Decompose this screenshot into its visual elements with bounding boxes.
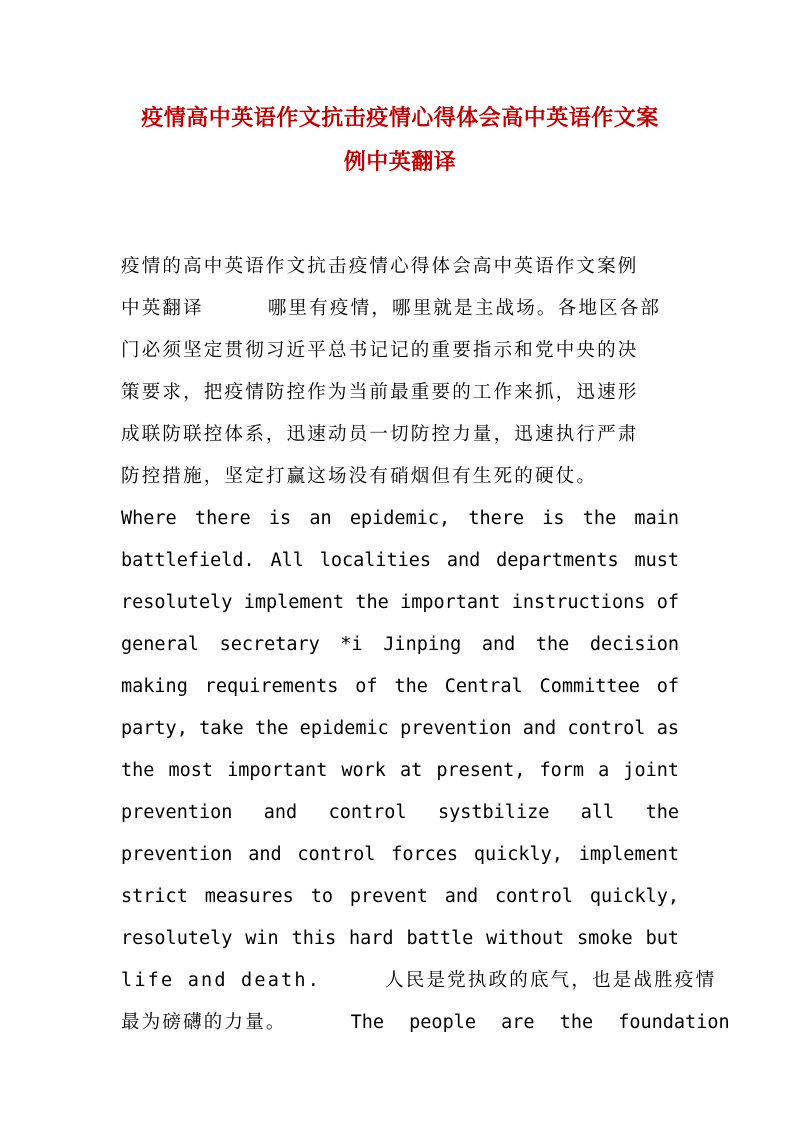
body-line-8: battlefield. All localities and departments must <box>121 550 679 571</box>
body-line-16: strict measures to prevent and control quickly, <box>121 886 679 907</box>
body-line-7: Where there is an epidemic, there is the main <box>121 508 679 529</box>
body-line-2 <box>121 288 679 330</box>
body-line-12: party, take the epidemic prevention and control as <box>121 718 679 739</box>
body-line-18 <box>121 960 717 1002</box>
document-body <box>121 246 730 1044</box>
body-line-19-part-a: 最为磅礴的力量。 <box>121 1012 287 1033</box>
body-line-11: making requirements of the Central Committee of <box>121 676 679 697</box>
body-line-18-part-a: life and death. <box>121 970 322 991</box>
body-line-17: resolutely win this hard battle without smoke but <box>121 928 679 949</box>
body-line-6: 防控措施，坚定打赢这场没有硝烟但有生死的硬仗。 <box>121 466 598 487</box>
body-line-19 <box>121 1002 730 1044</box>
body-line-1: 疫情的高中英语作文抗击疫情心得体会高中英语作文案例 <box>121 256 639 277</box>
title-line-1: 疫情高中英语作文抗击疫情心得体会高中英语作文案 <box>141 105 659 131</box>
body-line-2-part-b: 哪里有疫情，哪里就是主战场。各地区各部 <box>267 298 662 319</box>
body-line-3: 门必须坚定贯彻习近平总书记记的重要指示和党中央的决 <box>121 340 639 361</box>
body-line-5: 成联防联控体系，迅速动员一切防控力量，迅速执行严肃 <box>121 424 639 445</box>
body-line-15: prevention and control forces quickly, implement <box>121 844 679 865</box>
body-line-14: prevention and control systbilize all the <box>121 802 679 823</box>
body-line-13: the most important work at present, form a joint <box>121 760 679 781</box>
body-line-4: 策要求，把疫情防控作为当前最重要的工作来抓，迅速形 <box>121 382 639 403</box>
title-line-2: 例中英翻译 <box>343 149 457 175</box>
body-line-18-part-b: 人民是党执政的底气，也是战胜疫情 <box>385 970 717 991</box>
body-line-2-part-a: 中英翻译 <box>121 298 204 319</box>
body-line-9: resolutely implement the important instructions of <box>121 592 679 613</box>
body-line-19-part-b: The people are the foundation <box>350 1012 730 1033</box>
document-title <box>100 96 700 184</box>
body-line-10: general secretary *i Jinping and the decision <box>121 634 679 655</box>
